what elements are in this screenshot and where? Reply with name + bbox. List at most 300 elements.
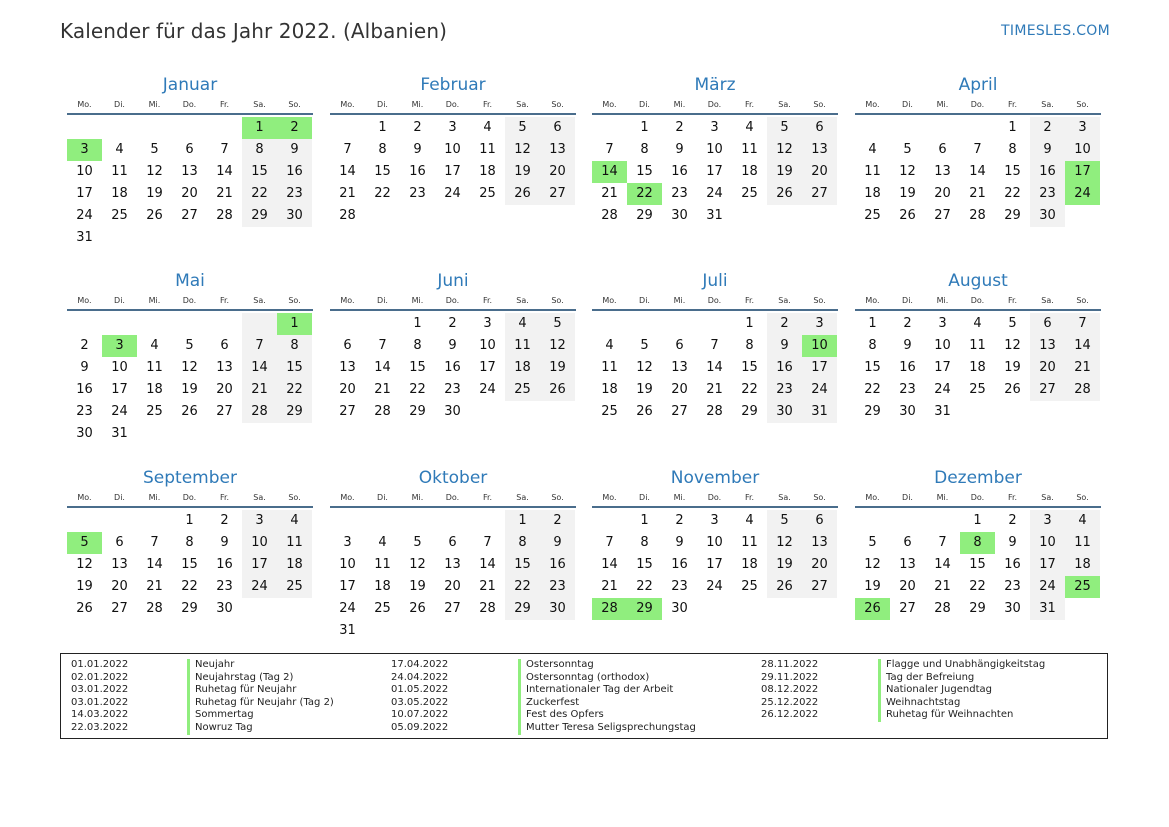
empty-day-cell bbox=[592, 313, 627, 335]
legend-date: 17.04.2022 bbox=[391, 659, 449, 670]
weekday-label: Fr. bbox=[1007, 493, 1018, 502]
legend-date: 03.01.2022 bbox=[71, 696, 129, 708]
day-cell: 17 bbox=[242, 554, 277, 576]
day-cell: 15 bbox=[277, 357, 312, 379]
weekday-label: Mo. bbox=[865, 493, 880, 502]
day-cell: 5 bbox=[903, 142, 912, 157]
legend-date: 29.11.2022 bbox=[761, 671, 819, 683]
day-cell: 5 bbox=[505, 117, 540, 139]
day-cell: 18 bbox=[741, 557, 758, 572]
day-cell: 3 bbox=[1065, 117, 1100, 139]
day-cell: 15 bbox=[181, 557, 198, 572]
weekday-label: Do. bbox=[182, 296, 197, 305]
day-cell: 7 bbox=[378, 338, 387, 353]
empty-day-cell bbox=[365, 313, 400, 335]
day-cell: 16 bbox=[444, 360, 461, 375]
holiday-day-cell: 29 bbox=[627, 598, 662, 620]
day-cell: 9 bbox=[80, 360, 89, 375]
day-cell: 23 bbox=[899, 382, 916, 397]
day-cell: 29 bbox=[409, 404, 426, 419]
weekday-label: Sa. bbox=[253, 296, 266, 305]
day-cell: 25 bbox=[969, 382, 986, 397]
day-cell: 8 bbox=[378, 142, 387, 157]
day-cell: 30 bbox=[899, 404, 916, 419]
day-cell: 31 bbox=[1030, 598, 1065, 620]
day-cell: 20 bbox=[111, 579, 128, 594]
day-cell: 20 bbox=[444, 579, 461, 594]
day-cell: 17 bbox=[802, 357, 837, 379]
day-cell: 15 bbox=[864, 360, 881, 375]
day-cell: 18 bbox=[374, 579, 391, 594]
legend-date: 25.12.2022 bbox=[761, 696, 819, 708]
month-name: Juli bbox=[702, 271, 728, 291]
legend-holiday-name: Nationaler Jugendtag bbox=[878, 684, 1045, 697]
day-cell: 25 bbox=[505, 379, 540, 401]
day-cell: 27 bbox=[111, 601, 128, 616]
empty-day-cell bbox=[102, 313, 137, 335]
weekday-label: Do. bbox=[970, 296, 985, 305]
day-cell: 25 bbox=[111, 208, 128, 223]
day-cell: 2 bbox=[767, 313, 802, 335]
day-cell: 23 bbox=[1004, 579, 1021, 594]
legend-date: 03.05.2022 bbox=[391, 696, 449, 708]
empty-day-cell bbox=[365, 510, 400, 532]
day-cell: 23 bbox=[277, 183, 312, 205]
day-cell: 29 bbox=[505, 598, 540, 620]
day-cell: 28 bbox=[1065, 379, 1100, 401]
day-cell: 11 bbox=[479, 142, 496, 157]
day-cell: 5 bbox=[185, 338, 194, 353]
legend-dates-col-3 bbox=[761, 659, 871, 722]
legend-date: 26.12.2022 bbox=[761, 709, 819, 721]
month-name: März bbox=[694, 75, 736, 95]
legend-holiday-name: Ruhetag für Neujahr bbox=[187, 684, 334, 697]
month-block bbox=[67, 73, 313, 249]
day-cell: 7 bbox=[710, 338, 719, 353]
day-cell: 6 bbox=[1030, 313, 1065, 335]
day-cell: 28 bbox=[242, 401, 277, 423]
day-cell: 13 bbox=[339, 360, 356, 375]
day-cell: 1 bbox=[868, 316, 877, 331]
day-cell: 19 bbox=[181, 382, 198, 397]
day-cell: 24 bbox=[479, 382, 496, 397]
legend-holiday-name: Fest des Opfers bbox=[518, 709, 696, 722]
day-cell: 18 bbox=[277, 554, 312, 576]
empty-day-cell bbox=[890, 117, 925, 139]
day-cell: 21 bbox=[216, 186, 233, 201]
day-cell: 30 bbox=[444, 404, 461, 419]
day-cell: 13 bbox=[444, 557, 461, 572]
legend-dates-col-1 bbox=[71, 659, 181, 735]
empty-day-cell bbox=[207, 313, 242, 335]
day-cell: 19 bbox=[540, 357, 575, 379]
empty-day-cell bbox=[330, 313, 365, 335]
month-block bbox=[67, 269, 313, 445]
day-cell: 23 bbox=[671, 579, 688, 594]
day-cell: 20 bbox=[1030, 357, 1065, 379]
weekday-label: Di. bbox=[377, 296, 388, 305]
weekday-header bbox=[592, 97, 838, 115]
holiday-day-cell: 10 bbox=[802, 335, 837, 357]
weekday-header bbox=[855, 490, 1101, 508]
day-cell: 23 bbox=[409, 186, 426, 201]
day-cell: 7 bbox=[938, 535, 947, 550]
weekday-label: Sa. bbox=[1041, 296, 1054, 305]
day-cell: 20 bbox=[671, 382, 688, 397]
day-cell: 23 bbox=[444, 382, 461, 397]
day-cell: 25 bbox=[741, 186, 758, 201]
day-cell: 26 bbox=[767, 183, 802, 205]
month-block bbox=[330, 466, 576, 642]
day-cell: 12 bbox=[899, 164, 916, 179]
legend-date: 03.01.2022 bbox=[71, 684, 129, 696]
day-cell: 1 bbox=[378, 120, 387, 135]
day-cell: 18 bbox=[601, 382, 618, 397]
day-cell: 27 bbox=[181, 208, 198, 223]
day-cell: 22 bbox=[741, 382, 758, 397]
weekday-header bbox=[592, 490, 838, 508]
day-cell: 14 bbox=[934, 557, 951, 572]
day-cell: 26 bbox=[636, 404, 653, 419]
empty-day-cell bbox=[400, 510, 435, 532]
day-cell: 26 bbox=[181, 404, 198, 419]
month-block bbox=[592, 269, 838, 423]
day-cell: 14 bbox=[479, 557, 496, 572]
day-cell: 21 bbox=[1065, 357, 1100, 379]
weekday-label: Do. bbox=[707, 100, 722, 109]
empty-day-cell bbox=[627, 313, 662, 335]
holiday-day-cell: 25 bbox=[1065, 576, 1100, 598]
day-cell: 19 bbox=[505, 161, 540, 183]
day-cell: 23 bbox=[671, 186, 688, 201]
day-cell: 27 bbox=[671, 404, 688, 419]
day-cell: 29 bbox=[864, 404, 881, 419]
month-name: Januar bbox=[162, 75, 218, 95]
day-cell: 10 bbox=[76, 164, 93, 179]
day-cell: 15 bbox=[741, 360, 758, 375]
day-cell: 13 bbox=[671, 360, 688, 375]
holiday-day-cell: 26 bbox=[855, 598, 890, 620]
day-cell: 20 bbox=[802, 161, 837, 183]
day-cell: 10 bbox=[1065, 139, 1100, 161]
day-cell: 21 bbox=[479, 579, 496, 594]
empty-day-cell bbox=[172, 313, 207, 335]
day-cell: 4 bbox=[150, 338, 159, 353]
weekday-label: So. bbox=[288, 296, 301, 305]
weekday-label: So. bbox=[1076, 296, 1089, 305]
day-cell: 22 bbox=[242, 183, 277, 205]
legend-holiday-name: Internationaler Tag der Arbeit bbox=[518, 684, 696, 697]
weekday-label: Di. bbox=[639, 493, 650, 502]
day-cell: 15 bbox=[969, 557, 986, 572]
day-cell: 1 bbox=[973, 513, 982, 528]
day-cell: 8 bbox=[277, 335, 312, 357]
day-cell: 2 bbox=[448, 316, 457, 331]
day-cell: 17 bbox=[479, 360, 496, 375]
day-cell: 7 bbox=[973, 142, 982, 157]
day-cell: 12 bbox=[1004, 338, 1021, 353]
day-cell: 27 bbox=[1030, 379, 1065, 401]
empty-day-cell bbox=[242, 313, 277, 335]
weekday-label: Fr. bbox=[482, 493, 493, 502]
day-cell: 6 bbox=[343, 338, 352, 353]
weekday-label: Fr. bbox=[219, 296, 230, 305]
day-cell: 8 bbox=[640, 142, 649, 157]
day-cell: 24 bbox=[242, 576, 277, 598]
holiday-day-cell: 14 bbox=[592, 161, 627, 183]
day-cell: 23 bbox=[540, 576, 575, 598]
day-grid bbox=[855, 510, 1101, 620]
month-name: Mai bbox=[175, 271, 205, 291]
day-cell: 9 bbox=[1008, 535, 1017, 550]
empty-day-cell bbox=[137, 117, 172, 139]
day-cell: 24 bbox=[76, 208, 93, 223]
day-cell: 5 bbox=[767, 117, 802, 139]
day-cell: 12 bbox=[409, 557, 426, 572]
day-cell: 15 bbox=[242, 161, 277, 183]
weekday-label: So. bbox=[288, 100, 301, 109]
day-cell: 24 bbox=[339, 601, 356, 616]
day-cell: 2 bbox=[903, 316, 912, 331]
empty-day-cell bbox=[330, 510, 365, 532]
empty-day-cell bbox=[67, 313, 102, 335]
day-cell: 18 bbox=[1065, 554, 1100, 576]
weekday-label: Di. bbox=[377, 493, 388, 502]
month-block bbox=[855, 269, 1101, 423]
weekday-label: Mi. bbox=[148, 296, 161, 305]
day-cell: 7 bbox=[220, 142, 229, 157]
weekday-label: Mo. bbox=[340, 296, 355, 305]
day-cell: 9 bbox=[675, 535, 684, 550]
day-cell: 19 bbox=[146, 186, 163, 201]
weekday-label: Sa. bbox=[778, 296, 791, 305]
day-cell: 12 bbox=[767, 532, 802, 554]
weekday-label: So. bbox=[813, 100, 826, 109]
day-cell: 26 bbox=[505, 183, 540, 205]
month-block bbox=[592, 466, 838, 620]
day-grid bbox=[592, 117, 838, 227]
day-cell: 27 bbox=[934, 208, 951, 223]
day-cell: 21 bbox=[706, 382, 723, 397]
day-cell: 2 bbox=[413, 120, 422, 135]
weekday-label: Do. bbox=[445, 493, 460, 502]
day-cell: 30 bbox=[1004, 601, 1021, 616]
day-cell: 8 bbox=[505, 532, 540, 554]
month-name: November bbox=[670, 468, 760, 488]
legend-dates-col-2 bbox=[391, 659, 501, 735]
day-grid bbox=[330, 510, 576, 642]
holiday-day-cell: 8 bbox=[960, 532, 995, 554]
day-cell: 24 bbox=[706, 186, 723, 201]
day-cell: 8 bbox=[640, 535, 649, 550]
weekday-label: Mi. bbox=[411, 296, 424, 305]
day-cell: 27 bbox=[444, 601, 461, 616]
legend-date: 08.12.2022 bbox=[761, 684, 819, 696]
day-cell: 3 bbox=[802, 313, 837, 335]
day-cell: 22 bbox=[1004, 186, 1021, 201]
day-grid bbox=[855, 117, 1101, 227]
day-cell: 4 bbox=[868, 142, 877, 157]
day-cell: 14 bbox=[1065, 335, 1100, 357]
day-cell: 20 bbox=[899, 579, 916, 594]
day-cell: 28 bbox=[934, 601, 951, 616]
legend-holiday-name: Weihnachtstag bbox=[878, 697, 1045, 710]
day-cell: 14 bbox=[706, 360, 723, 375]
day-cell: 3 bbox=[242, 510, 277, 532]
weekday-label: Fr. bbox=[1007, 100, 1018, 109]
day-grid bbox=[330, 313, 576, 423]
day-cell: 17 bbox=[76, 186, 93, 201]
day-cell: 1 bbox=[640, 120, 649, 135]
day-cell: 29 bbox=[636, 208, 653, 223]
day-cell: 30 bbox=[277, 205, 312, 227]
day-cell: 27 bbox=[540, 183, 575, 205]
day-cell: 21 bbox=[601, 186, 618, 201]
day-cell: 8 bbox=[413, 338, 422, 353]
legend-holiday-name: Nowruz Tag bbox=[187, 722, 334, 735]
day-cell: 9 bbox=[413, 142, 422, 157]
day-cell: 16 bbox=[540, 554, 575, 576]
day-cell: 11 bbox=[741, 535, 758, 550]
day-cell: 29 bbox=[242, 205, 277, 227]
day-cell: 10 bbox=[479, 338, 496, 353]
month-block bbox=[330, 73, 576, 227]
day-cell: 31 bbox=[802, 401, 837, 423]
day-cell: 2 bbox=[540, 510, 575, 532]
weekday-label: Fr. bbox=[482, 296, 493, 305]
day-cell: 21 bbox=[146, 579, 163, 594]
day-cell: 2 bbox=[80, 338, 89, 353]
day-cell: 5 bbox=[150, 142, 159, 157]
day-cell: 6 bbox=[220, 338, 229, 353]
day-cell: 18 bbox=[505, 357, 540, 379]
day-cell: 10 bbox=[706, 142, 723, 157]
weekday-label: Mo. bbox=[77, 296, 92, 305]
day-cell: 15 bbox=[1004, 164, 1021, 179]
empty-day-cell bbox=[67, 117, 102, 139]
day-cell: 3 bbox=[710, 120, 719, 135]
empty-day-cell bbox=[102, 117, 137, 139]
legend-date: 24.04.2022 bbox=[391, 671, 449, 683]
day-cell: 22 bbox=[374, 186, 391, 201]
day-cell: 13 bbox=[111, 557, 128, 572]
brand-link[interactable]: TIMESLES.COM bbox=[1001, 23, 1110, 39]
weekday-label: Mi. bbox=[148, 493, 161, 502]
day-cell: 19 bbox=[899, 186, 916, 201]
day-cell: 21 bbox=[969, 186, 986, 201]
legend-date: 05.09.2022 bbox=[391, 721, 449, 733]
day-cell: 17 bbox=[444, 164, 461, 179]
legend-date: 22.03.2022 bbox=[71, 721, 129, 733]
legend-holiday-name: Neujahr bbox=[187, 659, 334, 672]
day-cell: 10 bbox=[444, 142, 461, 157]
weekday-label: Fr. bbox=[744, 100, 755, 109]
empty-day-cell bbox=[855, 117, 890, 139]
empty-day-cell bbox=[137, 510, 172, 532]
day-cell: 18 bbox=[146, 382, 163, 397]
day-cell: 23 bbox=[1030, 183, 1065, 205]
day-cell: 17 bbox=[339, 579, 356, 594]
day-cell: 21 bbox=[339, 186, 356, 201]
day-cell: 1 bbox=[745, 316, 754, 331]
holiday-day-cell: 17 bbox=[1065, 161, 1100, 183]
day-cell: 4 bbox=[1065, 510, 1100, 532]
day-cell: 21 bbox=[374, 382, 391, 397]
day-cell: 13 bbox=[181, 164, 198, 179]
day-cell: 18 bbox=[741, 164, 758, 179]
weekday-header bbox=[67, 490, 313, 508]
day-cell: 10 bbox=[111, 360, 128, 375]
weekday-label: Fr. bbox=[1007, 296, 1018, 305]
day-cell: 16 bbox=[671, 557, 688, 572]
day-cell: 30 bbox=[76, 426, 93, 441]
empty-day-cell bbox=[67, 510, 102, 532]
legend-holiday-name: Neujahrstag (Tag 2) bbox=[187, 672, 334, 685]
weekday-label: Sa. bbox=[516, 296, 529, 305]
day-cell: 16 bbox=[767, 357, 802, 379]
day-cell: 5 bbox=[1008, 316, 1017, 331]
weekday-label: Sa. bbox=[1041, 100, 1054, 109]
day-cell: 1 bbox=[185, 513, 194, 528]
weekday-label: Fr. bbox=[219, 100, 230, 109]
day-cell: 1 bbox=[1008, 120, 1017, 135]
month-block bbox=[855, 466, 1101, 620]
day-cell: 8 bbox=[868, 338, 877, 353]
day-cell: 31 bbox=[111, 426, 128, 441]
empty-day-cell bbox=[435, 510, 470, 532]
day-cell: 21 bbox=[601, 579, 618, 594]
holiday-day-cell: 22 bbox=[627, 183, 662, 205]
day-cell: 4 bbox=[605, 338, 614, 353]
day-cell: 15 bbox=[409, 360, 426, 375]
day-cell: 28 bbox=[601, 208, 618, 223]
day-cell: 12 bbox=[636, 360, 653, 375]
day-cell: 24 bbox=[934, 382, 951, 397]
day-cell: 14 bbox=[969, 164, 986, 179]
day-cell: 11 bbox=[601, 360, 618, 375]
day-cell: 20 bbox=[540, 161, 575, 183]
weekday-label: Di. bbox=[114, 296, 125, 305]
day-cell: 28 bbox=[216, 208, 233, 223]
day-cell: 15 bbox=[374, 164, 391, 179]
weekday-label: Do. bbox=[182, 100, 197, 109]
empty-day-cell bbox=[172, 117, 207, 139]
holiday-day-cell: 24 bbox=[1065, 183, 1100, 205]
weekday-label: Mi. bbox=[411, 100, 424, 109]
day-cell: 1 bbox=[505, 510, 540, 532]
weekday-label: Di. bbox=[114, 493, 125, 502]
day-cell: 13 bbox=[934, 164, 951, 179]
day-cell: 7 bbox=[343, 142, 352, 157]
day-cell: 15 bbox=[636, 164, 653, 179]
day-cell: 21 bbox=[242, 379, 277, 401]
month-name: Oktober bbox=[418, 468, 488, 488]
day-cell: 23 bbox=[76, 404, 93, 419]
day-cell: 5 bbox=[540, 313, 575, 335]
empty-day-cell bbox=[470, 510, 505, 532]
day-cell: 13 bbox=[802, 139, 837, 161]
day-cell: 20 bbox=[181, 186, 198, 201]
day-cell: 30 bbox=[216, 601, 233, 616]
day-cell: 19 bbox=[1004, 360, 1021, 375]
day-cell: 11 bbox=[374, 557, 391, 572]
empty-day-cell bbox=[330, 117, 365, 139]
weekday-label: So. bbox=[1076, 493, 1089, 502]
month-block bbox=[330, 269, 576, 423]
day-cell: 4 bbox=[973, 316, 982, 331]
day-cell: 25 bbox=[741, 579, 758, 594]
day-cell: 12 bbox=[505, 139, 540, 161]
